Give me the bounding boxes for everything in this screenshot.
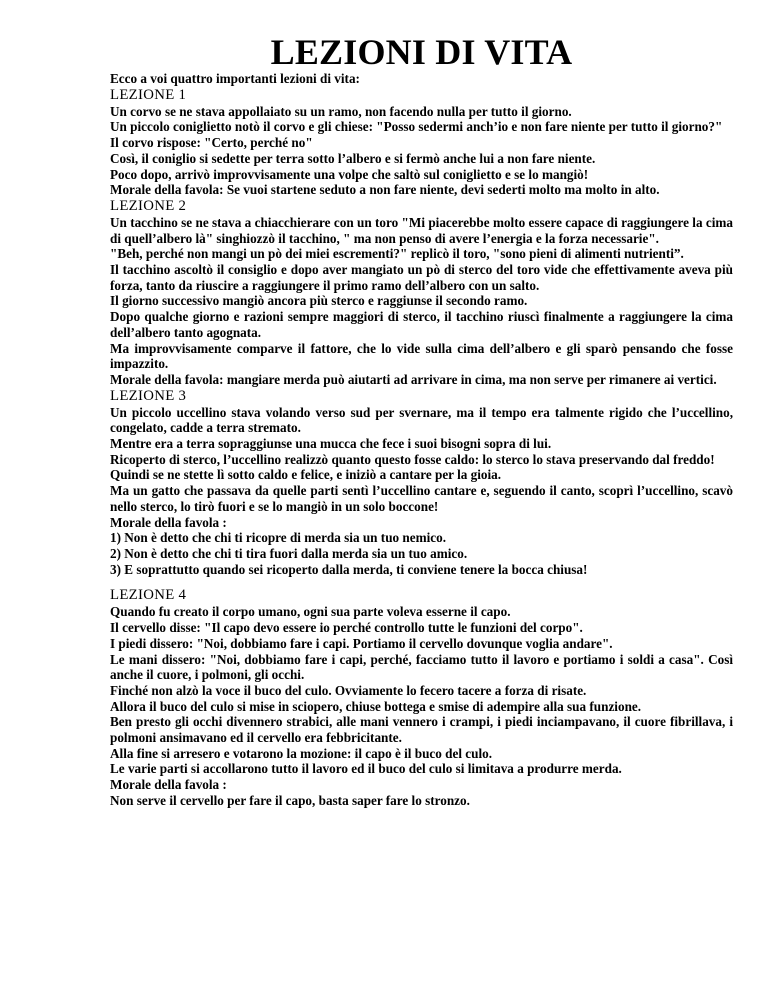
lesson-2	[110, 198, 733, 388]
paragraph: "Beh, perché non mangi un pò dei miei escrementi?" replicò il toro, "sono pieni di alimenti nutrienti”.	[110, 246, 684, 262]
paragraph: Un corvo se ne stava appollaiato su un ramo, non facendo nulla per tutto il giorno.	[110, 103, 572, 119]
paragraph: Un piccolo uccellino stava volando verso sud per svernare, ma il tempo era talmente rigido che l’uccellino, congelato, cadde a terra stremato.	[110, 404, 733, 436]
paragraph: Le varie parti si accollarono tutto il lavoro ed il buco del culo si limitava a produrre merda.	[110, 761, 622, 777]
lesson-heading: LEZIONE 2	[110, 197, 187, 214]
paragraph: Ricoperto di sterco, l’uccellino realizzò quanto questo fosse caldo: lo sterco lo stava preservando dal freddo!	[110, 451, 715, 467]
intro-text: Ecco a voi quattro importanti lezioni di vita:	[110, 71, 360, 86]
moral-text: Non serve il cervello per fare il capo, basta saper fare lo stronzo.	[110, 792, 470, 808]
lesson-heading: LEZIONE 3	[110, 387, 187, 404]
paragraph: Allora il buco del culo si mise in sciopero, chiuse bottega e smise di adempire alla sua funzione.	[110, 698, 642, 714]
paragraph: Le mani dissero: "Noi, dobbiamo fare i capi, perché, facciamo tutto il lavoro e portiamo i soldi a casa". Così anche il cuore, i polmoni, gli occhi.	[110, 651, 733, 683]
moral-text: Morale della favola: mangiare merda può aiutarti ad arrivare in cima, ma non serve per rimanere ai vertici.	[110, 371, 717, 387]
lesson-heading: LEZIONE 4	[110, 587, 187, 604]
document-page	[110, 34, 733, 809]
lesson-heading: LEZIONE 1	[110, 86, 187, 103]
page-title: LEZIONI DI VITA	[270, 32, 573, 72]
paragraph: Quando fu creato il corpo umano, ogni sua parte voleva esserne il capo.	[110, 604, 511, 620]
paragraph: Così, il coniglio si sedette per terra sotto l’albero e si fermò anche lui a non fare niente.	[110, 150, 596, 166]
paragraph: Finché non alzò la voce il buco del culo. Ovviamente lo fecero tacere a forza di risate.	[110, 682, 587, 698]
paragraph: I piedi dissero: "Noi, dobbiamo fare i capi. Portiamo il cervello dovunque voglia andare".	[110, 635, 613, 651]
paragraph: Il cervello disse: "Il capo devo essere io perché controllo tutte le funzioni del corpo".	[110, 620, 583, 636]
paragraph: Il corvo rispose: "Certo, perché no"	[110, 135, 313, 151]
moral-item: 1) Non è detto che chi ti ricopre di merda sia un tuo nemico.	[110, 530, 447, 546]
paragraph: Ma un gatto che passava da quelle parti sentì l’uccellino cantare e, seguendo il canto, scoprì l’uccellino, scavò nello sterco, lo tirò fuori e se lo mangiò in un solo boccone!	[110, 483, 733, 514]
paragraph: Un tacchino se ne stava a chiacchierare con un toro "Mi piacerebbe molto essere capace di raggiungere la cima di quell’albero là" singhiozzò il tacchino, " ma non penso di avere l’energia e la forza necessarie".	[110, 214, 733, 246]
moral-item: 2) Non è detto che chi ti tira fuori dalla merda sia un tuo amico.	[110, 545, 468, 561]
paragraph: Alla fine si arresero e votarono la mozione: il capo è il buco del culo.	[110, 745, 493, 761]
lesson-4	[110, 587, 733, 808]
moral-label: Morale della favola :	[110, 777, 227, 793]
paragraph: Poco dopo, arrivò improvvisamente una volpe che saltò sul coniglietto e se lo mangiò!	[110, 166, 589, 182]
moral-item: 3) E soprattutto quando sei ricoperto dalla merda, ti conviene tenere la bocca chiusa!	[110, 561, 588, 577]
paragraph: Quindi se ne stette lì sotto caldo e felice, e iniziò a cantare per la gioia.	[110, 467, 502, 483]
paragraph: Ben presto gli occhi divennero strabici, alle mani vennero i crampi, i piedi inciampavano, il cuore fibrillava, i polmoni ansimavano ed il cervello era febbricitante.	[110, 714, 733, 746]
paragraph: Dopo qualche giorno e razioni sempre maggiori di sterco, il tacchino riuscì finalmente a raggiungere la cima dell’albero tanto agognata.	[110, 309, 733, 340]
moral-text: Morale della favola: Se vuoi startene seduto a non fare niente, devi sederti molto ma molto in alto.	[110, 182, 660, 198]
moral-label: Morale della favola :	[110, 514, 227, 530]
lesson-1	[110, 87, 733, 198]
paragraph: Il giorno successivo mangiò ancora più sterco e raggiunse il secondo ramo.	[110, 293, 528, 309]
paragraph: Un piccolo coniglietto notò il corvo e gli chiese: "Posso sedermi anch’io e non fare niente per tutto il giorno?"	[110, 119, 723, 135]
lesson-3	[110, 388, 733, 578]
paragraph: Ma improvvisamente comparve il fattore, che lo vide sulla cima dell’albero e gli sparò pensando che fosse impazzito.	[110, 340, 733, 372]
paragraph: Mentre era a terra sopraggiunse una mucca che fece i suoi bisogni sopra di lui.	[110, 436, 552, 452]
paragraph: Il tacchino ascoltò il consiglio e dopo aver mangiato un pò di sterco del toro vide che effettivamente aveva più forza, tanto da riuscire a raggiungere il primo ramo dell’albero con un salto.	[110, 262, 733, 293]
